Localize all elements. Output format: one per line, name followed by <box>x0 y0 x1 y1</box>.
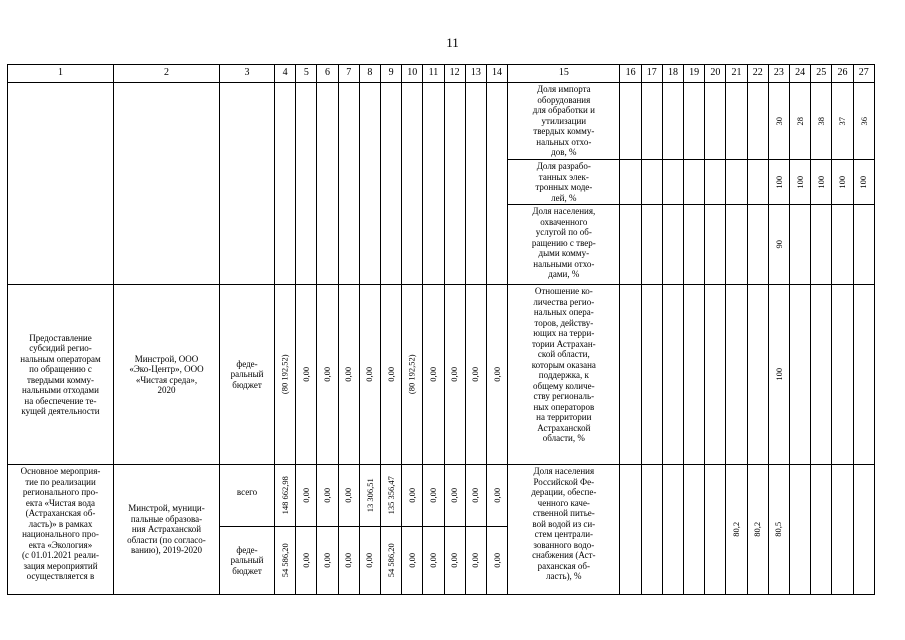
activity-name: Предоставление субсидий регио- нальным операторам по обращению с твердыми комму- нальными отходами на обеспечение те- кущей деятельности <box>8 285 114 465</box>
indicator-text: Отношение ко- личества регио- нальных опера- торов, действу- ющих на терри- тории Астрахан- ской области, которым оказана поддержка, к общему количе- ству региональ- ных операторов на территории Астраханской области, % <box>508 285 620 465</box>
amount-cell: 0,00 <box>444 285 465 465</box>
amount-cell: 0,00 <box>338 465 359 527</box>
header-cell: 22 <box>747 65 768 83</box>
header-cell: 13 <box>465 65 486 83</box>
activity-name: Основное мероприя- тие по реализации регионального про- екта «Чистая вода (Астраханская об- ласть)» в рамках национального про- екта «Экология» (с 01.01.2021 реали- зация мероприятий осуществляется в <box>8 465 114 595</box>
table-row <box>8 465 875 527</box>
header-cell: 26 <box>832 65 853 83</box>
indicator-value: 90 <box>768 205 789 285</box>
amount-cell: 0,00 <box>486 465 507 527</box>
header-cell: 4 <box>275 65 296 83</box>
amount-cell: 0,00 <box>402 465 423 527</box>
indicator-value: 80,2 <box>726 465 747 595</box>
indicator-text: Доля импорта оборудования для обработки и утилизации твердых комму- нальных отхо- дов, % <box>508 83 620 160</box>
amount-cell: 0,00 <box>296 285 317 465</box>
cell-empty <box>219 83 274 285</box>
header-cell: 23 <box>768 65 789 83</box>
indicator-text: Доля разрабо- танных элек- тронных моде- лей, % <box>508 160 620 205</box>
header-cell: 24 <box>789 65 810 83</box>
amount-cell: 0,00 <box>359 285 380 465</box>
funding-source: феде- ральный бюджет <box>219 285 274 465</box>
header-cell: 9 <box>381 65 402 83</box>
amount-cell: 0,00 <box>338 285 359 465</box>
header-row <box>8 65 875 83</box>
indicator-text: Доля населения Российской Фе- дерации, обеспе- ченного каче- ственной питье- вой водой из си- стем централи- зованного водо- снабжения (Аст- раханская об- ласть), % <box>508 465 620 595</box>
header-cell: 5 <box>296 65 317 83</box>
header-cell: 21 <box>726 65 747 83</box>
amount-cell: 0,00 <box>338 527 359 595</box>
indicator-value: 38 <box>811 83 832 160</box>
amount-cell: 148 662,98 <box>275 465 296 527</box>
header-cell: 15 <box>508 65 620 83</box>
amount-cell: 54 586,20 <box>275 527 296 595</box>
amount-cell: 0,00 <box>465 285 486 465</box>
executor: Минстрой, муници- пальные образова- ния Астраханской области (по согласо- ванию), 2019-2020 <box>113 465 219 595</box>
header-cell: 20 <box>705 65 726 83</box>
amount-cell: 0,00 <box>444 465 465 527</box>
header-cell: 10 <box>402 65 423 83</box>
indicator-text: Доля населения, охваченного услугой по об- ращению с твер- дыми комму- нальными отхо- дами, % <box>508 205 620 285</box>
amount-cell: 0,00 <box>423 285 444 465</box>
indicator-value: 80,2 <box>747 465 768 595</box>
table-row <box>8 285 875 465</box>
indicator-value: 100 <box>789 160 810 205</box>
amount-cell: 0,00 <box>444 527 465 595</box>
amount-cell: 0,00 <box>296 465 317 527</box>
amount-cell: 0,00 <box>359 527 380 595</box>
amount-cell: 0,00 <box>486 285 507 465</box>
amount-cell: 0,00 <box>486 527 507 595</box>
header-cell: 11 <box>423 65 444 83</box>
header-cell: 1 <box>8 65 114 83</box>
amount-cell: 0,00 <box>465 527 486 595</box>
indicator-value: 80,5 <box>768 465 789 595</box>
header-cell: 25 <box>811 65 832 83</box>
cell-empty <box>8 83 114 285</box>
header-cell: 16 <box>620 65 641 83</box>
indicator-value: 100 <box>811 160 832 205</box>
amount-cell: 0,00 <box>402 527 423 595</box>
indicator-value: 28 <box>789 83 810 160</box>
header-cell: 6 <box>317 65 338 83</box>
amount-cell: 135 356,47 <box>381 465 402 527</box>
indicator-value: 100 <box>768 160 789 205</box>
indicator-value: 37 <box>832 83 853 160</box>
header-cell: 27 <box>853 65 874 83</box>
amount-cell: 0,00 <box>465 465 486 527</box>
cell-empty <box>113 83 219 285</box>
indicator-value: 100 <box>832 160 853 205</box>
program-table <box>7 64 875 595</box>
header-cell: 19 <box>684 65 705 83</box>
page-number: 11 <box>446 35 459 50</box>
amount-cell: 0,00 <box>317 285 338 465</box>
amount-cell: 13 306,51 <box>359 465 380 527</box>
indicator-value: 100 <box>853 160 874 205</box>
indicator-value: 36 <box>853 83 874 160</box>
amount-cell: 0,00 <box>423 465 444 527</box>
header-cell: 7 <box>338 65 359 83</box>
amount-cell: 54 586,20 <box>381 527 402 595</box>
amount-cell: 0,00 <box>317 527 338 595</box>
header-cell: 14 <box>486 65 507 83</box>
amount-cell: (80 192,52) <box>402 285 423 465</box>
header-cell: 12 <box>444 65 465 83</box>
indicator-value: 30 <box>768 83 789 160</box>
amount-cell: 0,00 <box>423 527 444 595</box>
funding-source: феде- ральный бюджет <box>219 527 274 595</box>
header-cell: 18 <box>662 65 683 83</box>
header-cell: 8 <box>359 65 380 83</box>
amount-cell: 0,00 <box>381 285 402 465</box>
executor: Минстрой, ООО «Эко-Центр», ООО «Чистая среда», 2020 <box>113 285 219 465</box>
header-cell: 17 <box>641 65 662 83</box>
indicator-value: 100 <box>768 285 789 465</box>
header-cell: 3 <box>219 65 274 83</box>
funding-source-total: всего <box>219 465 274 527</box>
table-row <box>8 83 875 160</box>
amount-cell: (80 192,52) <box>275 285 296 465</box>
amount-cell: 0,00 <box>317 465 338 527</box>
amount-cell: 0,00 <box>296 527 317 595</box>
header-cell: 2 <box>113 65 219 83</box>
